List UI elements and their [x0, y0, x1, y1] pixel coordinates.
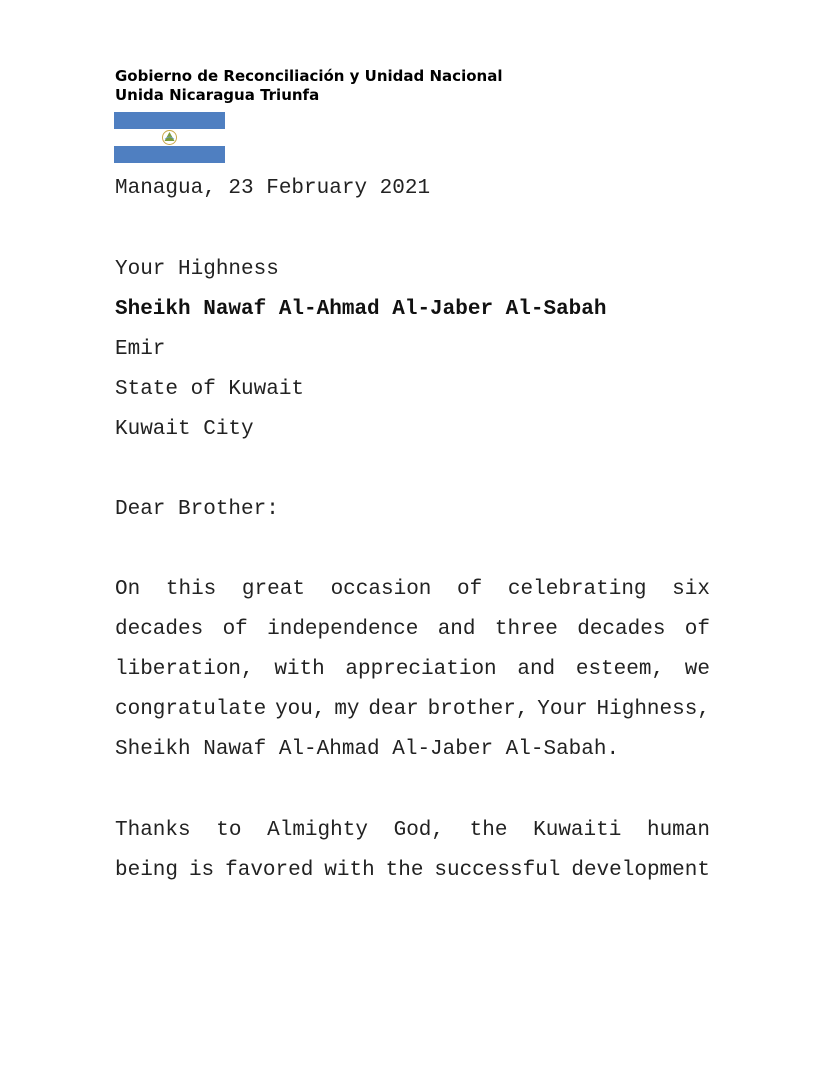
- paragraph-word: On: [115, 578, 141, 601]
- recipient-state: State of Kuwait: [115, 378, 305, 401]
- paragraph-word: my: [334, 698, 360, 721]
- paragraph-word: is: [188, 859, 215, 882]
- paragraph-word: human: [646, 819, 710, 842]
- paragraph-word: development: [571, 859, 710, 882]
- paragraph-word: Sheikh Nawaf Al-Ahmad Al-Jaber Al-Sabah.: [115, 738, 620, 761]
- paragraph-word: the: [469, 819, 508, 842]
- paragraph-word: occasion: [330, 578, 432, 601]
- paragraph-word: Almighty: [267, 819, 368, 842]
- paragraph-word: you,: [275, 698, 326, 721]
- paragraph-word: brother,: [427, 698, 529, 721]
- nicaragua-flag-icon: [114, 112, 225, 163]
- paragraph-line: [115, 690, 710, 730]
- body-paragraph-2: [115, 811, 710, 891]
- paragraph-word: we: [684, 658, 710, 681]
- paragraph-line: [115, 730, 710, 770]
- paragraph-word: of: [457, 578, 483, 601]
- recipient-name: Sheikh Nawaf Al-Ahmad Al-Jaber Al-Sabah: [115, 298, 607, 321]
- letterhead: [115, 67, 502, 105]
- paragraph-line: [115, 650, 710, 690]
- paragraph-word: Your: [537, 698, 588, 721]
- paragraph-word: appreciation: [345, 658, 497, 681]
- paragraph-word: decades: [577, 618, 666, 641]
- paragraph-line: [115, 851, 710, 891]
- paragraph-word: great: [241, 578, 305, 601]
- paragraph-word: the: [385, 859, 424, 882]
- paragraph-word: dear: [368, 698, 419, 721]
- paragraph-word: congratulate: [115, 698, 267, 721]
- paragraph-word: being: [115, 859, 179, 882]
- greeting: Dear Brother:: [115, 498, 279, 521]
- paragraph-word: of: [222, 618, 248, 641]
- paragraph-word: independence: [267, 618, 419, 641]
- paragraph-word: and: [437, 618, 476, 641]
- paragraph-word: of: [684, 618, 710, 641]
- paragraph-word: Highness,: [596, 698, 710, 721]
- recipient-city: Kuwait City: [115, 418, 254, 441]
- date-line: Managua, 23 February 2021: [115, 177, 431, 200]
- paragraph-word: decades: [115, 618, 204, 641]
- paragraph-line: [115, 610, 710, 650]
- paragraph-word: and: [517, 658, 556, 681]
- paragraph-line: [115, 570, 710, 610]
- body-paragraph-1: [115, 570, 710, 770]
- paragraph-word: six: [672, 578, 710, 601]
- recipient-title: Your Highness: [115, 258, 279, 281]
- recipient-position: Emir: [115, 338, 166, 361]
- paragraph-word: favored: [225, 859, 314, 882]
- paragraph-word: with: [324, 859, 375, 882]
- paragraph-word: three: [494, 618, 558, 641]
- paragraph-line: [115, 811, 710, 851]
- paragraph-word: successful: [434, 859, 561, 882]
- letterhead-motto: Unida Nicaragua Triunfa: [115, 86, 320, 104]
- paragraph-word: God,: [393, 819, 445, 842]
- paragraph-word: esteem,: [575, 658, 665, 681]
- paragraph-word: this: [165, 578, 217, 601]
- paragraph-word: to: [216, 819, 242, 842]
- paragraph-word: celebrating: [507, 578, 647, 601]
- paragraph-word: liberation,: [115, 658, 254, 681]
- paragraph-word: with: [274, 658, 325, 681]
- paragraph-word: Thanks: [115, 819, 191, 842]
- paragraph-word: Kuwaiti: [533, 819, 622, 842]
- letterhead-government: Gobierno de Reconciliación y Unidad Nacional: [115, 67, 503, 85]
